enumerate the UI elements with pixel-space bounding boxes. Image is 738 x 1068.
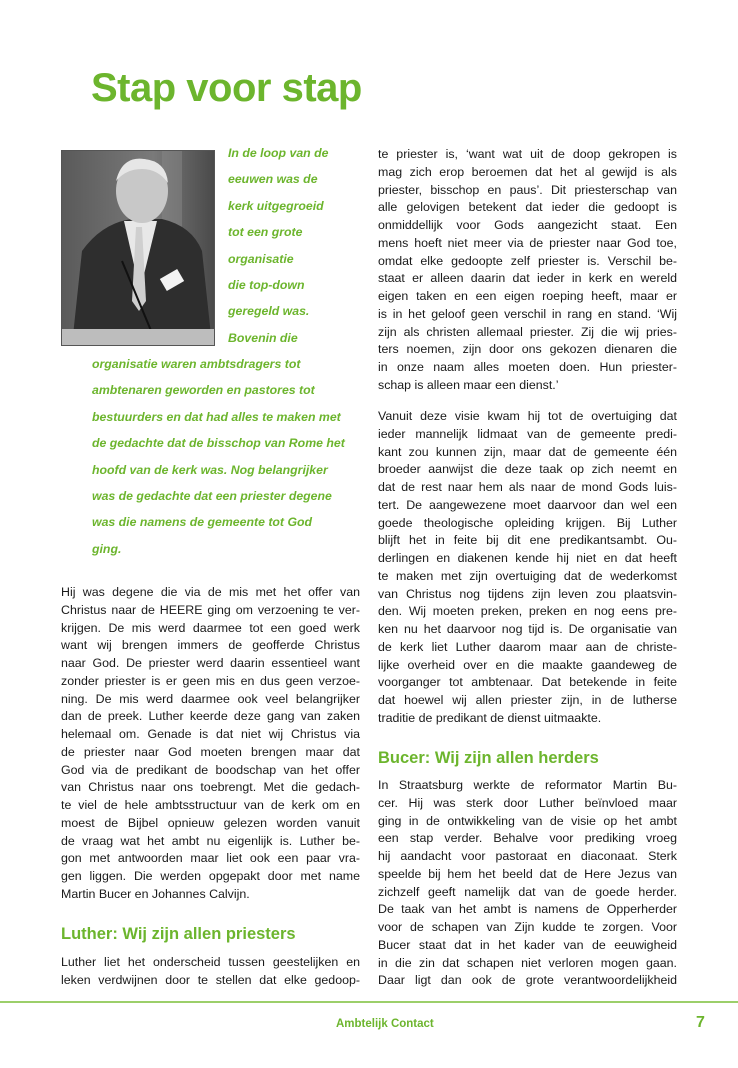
- text-line: broeder aanwijst die deze taak op zich neemt en: [378, 462, 677, 477]
- right-paragraph-2: [378, 408, 677, 728]
- luther-paragraph: [61, 954, 360, 990]
- text-line: traditie de predikant de dienst uitmaakte.: [378, 710, 602, 725]
- footer-publication: Ambtelijk Contact: [336, 1018, 434, 1030]
- text-line: lijke overheid over en die maakte gaandeweg de: [378, 657, 677, 672]
- pull-quote-line: bestuurders en dat had alles te maken met: [92, 409, 341, 424]
- pull-quote-line: kerk uitgegroeid: [228, 198, 324, 213]
- text-line: tert. De aangewezene moet daarvoor dan wel een: [378, 497, 677, 512]
- text-line: dan de preek. Luther keerde deze gang van zaken: [61, 709, 360, 724]
- pull-quote-line: ambtenaren geworden en pastores tot: [92, 383, 315, 398]
- pull-quote-upper: [228, 140, 328, 351]
- pull-quote-lower: [92, 351, 345, 562]
- section-heading-bucer: Bucer: Wij zijn allen herders: [378, 749, 599, 767]
- text-line: leken verdwijnen door te stellen dat elke gedoop-: [61, 972, 360, 987]
- pull-quote-line: hoofd van de kerk was. Nog belangrijker: [92, 462, 328, 477]
- text-line: God via de predikant de boodschap van het offer: [61, 762, 360, 777]
- text-line: te maken met zijn overtuiging dat de wederkomst: [378, 568, 677, 583]
- text-line: ieder mannelijk lidmaat van de gemeente predi-: [378, 426, 677, 441]
- text-line: in onze naam alles moeten doen. Hun priester-: [378, 360, 677, 374]
- text-line: de priester naar God moeten brengen maar dat: [61, 744, 360, 759]
- pull-quote-line: die top-down: [228, 278, 305, 293]
- text-line: van Christus nog tijdens zijn leven zou plaatsvin-: [378, 586, 677, 601]
- text-line: Vanuit deze visie kwam hij tot de overtuiging dat: [378, 409, 677, 423]
- text-line: te viel de hele ambtsstructuur van de kerk om en: [61, 798, 360, 812]
- text-line: voor de schapen van Zijn kudde te zorgen. Voor: [378, 920, 677, 934]
- pull-quote-line: organisatie waren ambtsdragers tot: [92, 357, 301, 371]
- page-title: Stap voor stap: [91, 66, 362, 110]
- text-line: helemaal om. Genade is dat niet wij Christus via: [61, 727, 360, 741]
- text-line: hij aandacht voor pastoraat en diaconaat. Sterk: [378, 849, 677, 863]
- speaker-photo: [61, 150, 215, 346]
- pull-quote-line: eeuwen was de: [228, 172, 318, 187]
- footer-divider: [0, 1001, 738, 1003]
- pull-quote-line: geregeld was.: [228, 304, 310, 319]
- text-line: dat hoewel wij allen priester zijn, in de lutherse: [378, 693, 677, 707]
- text-line: staat er alleen daarin dat ieder in kerk en wereld: [378, 271, 677, 286]
- text-line: cer. Hij was sterk door Luther beïnvloed maar: [378, 795, 677, 810]
- left-intro-paragraph: [61, 584, 360, 904]
- text-line: priester, bisschop en paus’. Dit priesterschap van: [378, 182, 677, 197]
- text-line: goede theologische opleiding krijgen. Bij Luther: [378, 515, 677, 530]
- pull-quote-line: organisatie: [228, 251, 294, 266]
- text-line: eigen taken en een eigen roeping heeft, maar er: [378, 289, 677, 303]
- text-line: ging in de ontwikkeling van de visie op het ambt: [378, 813, 677, 828]
- text-line: mag zich erop beroemen dat het al gewijd is als: [378, 164, 677, 179]
- text-line: blijft het in feite bij dit ene predikantsambt. Ou-: [378, 533, 677, 548]
- text-line: in die zin dat schapen niet verloren mogen gaan.: [378, 955, 677, 970]
- text-line: Luther liet het onderscheid tussen geestelijken en: [61, 955, 360, 969]
- text-line: de vraag wat het ambt nu eigenlijk is. Luther be-: [61, 833, 360, 848]
- text-line: alle gelovigen betekent dat ieder die gedoopt is: [378, 200, 677, 215]
- text-line: krijgen. De mis werd daarmee tot een goed werk: [61, 620, 360, 635]
- pull-quote-line: de gedachte dat de bisschop van Rome het: [92, 436, 345, 451]
- pull-quote-line: was die namens de gemeente tot God: [92, 515, 313, 530]
- text-line: kant zou kunnen zijn, maar dat de gemeente één: [378, 444, 677, 459]
- text-line: ters noemen, zijn door ons gekozen dienaren die: [378, 342, 677, 357]
- text-line: den. Wij moeten preken, preken en nog eens pre-: [378, 604, 677, 619]
- text-line: derlingen en diakenen kende hij niet en dat heeft: [378, 551, 677, 565]
- pull-quote-line: Bovenin die: [228, 330, 298, 345]
- section-heading-luther: Luther: Wij zijn allen priesters: [61, 925, 296, 943]
- bucer-paragraph: [378, 777, 677, 990]
- text-line: de kerk liet Luther daarom maar aan de christe-: [378, 639, 677, 654]
- text-line: Martin Bucer en Johannes Calvijn.: [61, 886, 250, 901]
- text-line: want wij brengen immers de geofferde Christus: [61, 638, 360, 653]
- text-line: moest de Bijbel opnieuw gelezen worden vanuit: [61, 815, 360, 830]
- text-line: schap is alleen maar een dienst.’: [378, 377, 559, 392]
- pull-quote-line: tot een grote: [228, 225, 303, 240]
- text-line: naar God. De priester werd daarin essentieel want: [61, 656, 360, 670]
- text-line: onmiddellijk voor Gods aangezicht staat. Een: [378, 218, 677, 232]
- text-line: zonder priester is er geen mis en dus geen verzoe-: [61, 673, 360, 688]
- text-line: speelde bij hem het beeld dat de Here Jezus van: [378, 866, 677, 881]
- text-line: omdat elke gedoopte zelf priester is. Verschil be-: [378, 253, 677, 268]
- text-line: gon met antwoorden maar liet ook een paar vra-: [61, 851, 360, 866]
- right-paragraph-1: [378, 146, 677, 395]
- text-line: dat de rest naar hem als naar de mond Gods luis-: [378, 480, 677, 494]
- text-line: ken nu het daarvoor nog tijd is. De organisatie van: [378, 622, 677, 636]
- text-line: In Straatsburg werkte de reformator Martin Bu-: [378, 778, 677, 792]
- text-line: Christus naar de HEERE ging om verzoening te ver-: [61, 602, 360, 617]
- text-line: te priester is, ‘want wat uit de doop gekropen is: [378, 147, 677, 161]
- page-number: 7: [696, 1014, 705, 1031]
- pull-quote-line: In de loop van de: [228, 146, 329, 160]
- pull-quote-line: ging.: [92, 541, 122, 556]
- speaker-photo-image: [62, 151, 214, 345]
- text-line: een stap verder. Behalve voor prediking vroeg: [378, 831, 677, 846]
- text-line: voorganger tot ambtenaar. Dat betekende in feite: [378, 675, 677, 690]
- text-line: ning. De mis werd daarmee ook veel belangrijker: [61, 691, 360, 706]
- pull-quote-line: was de gedachte dat een priester degene: [92, 489, 332, 504]
- text-line: Daar ligt dan ook de grote verantwoordelijkheid: [378, 973, 677, 988]
- text-line: De taak van het ambt is namens de Opperherder: [378, 902, 677, 917]
- text-line: is in het geloof geen verschil in rang en stand. ‘Wij: [378, 306, 677, 321]
- text-line: zijn als christen allemaal priester. Zij die wij pries-: [378, 324, 677, 339]
- text-line: Hij was degene die via de mis met het offer van: [61, 585, 360, 599]
- text-line: zichzelf geeft namelijk dat van de goede herder.: [378, 884, 677, 899]
- text-line: Bucer staat dat in het kader van de eeuwigheid: [378, 937, 677, 952]
- text-line: mens hoeft niet meer via de priester naar God toe,: [378, 235, 677, 250]
- text-line: van Christus naar ons toebrengt. Met die gedach-: [61, 780, 360, 795]
- text-line: gen liggen. Die werden opgepakt door met name: [61, 869, 360, 883]
